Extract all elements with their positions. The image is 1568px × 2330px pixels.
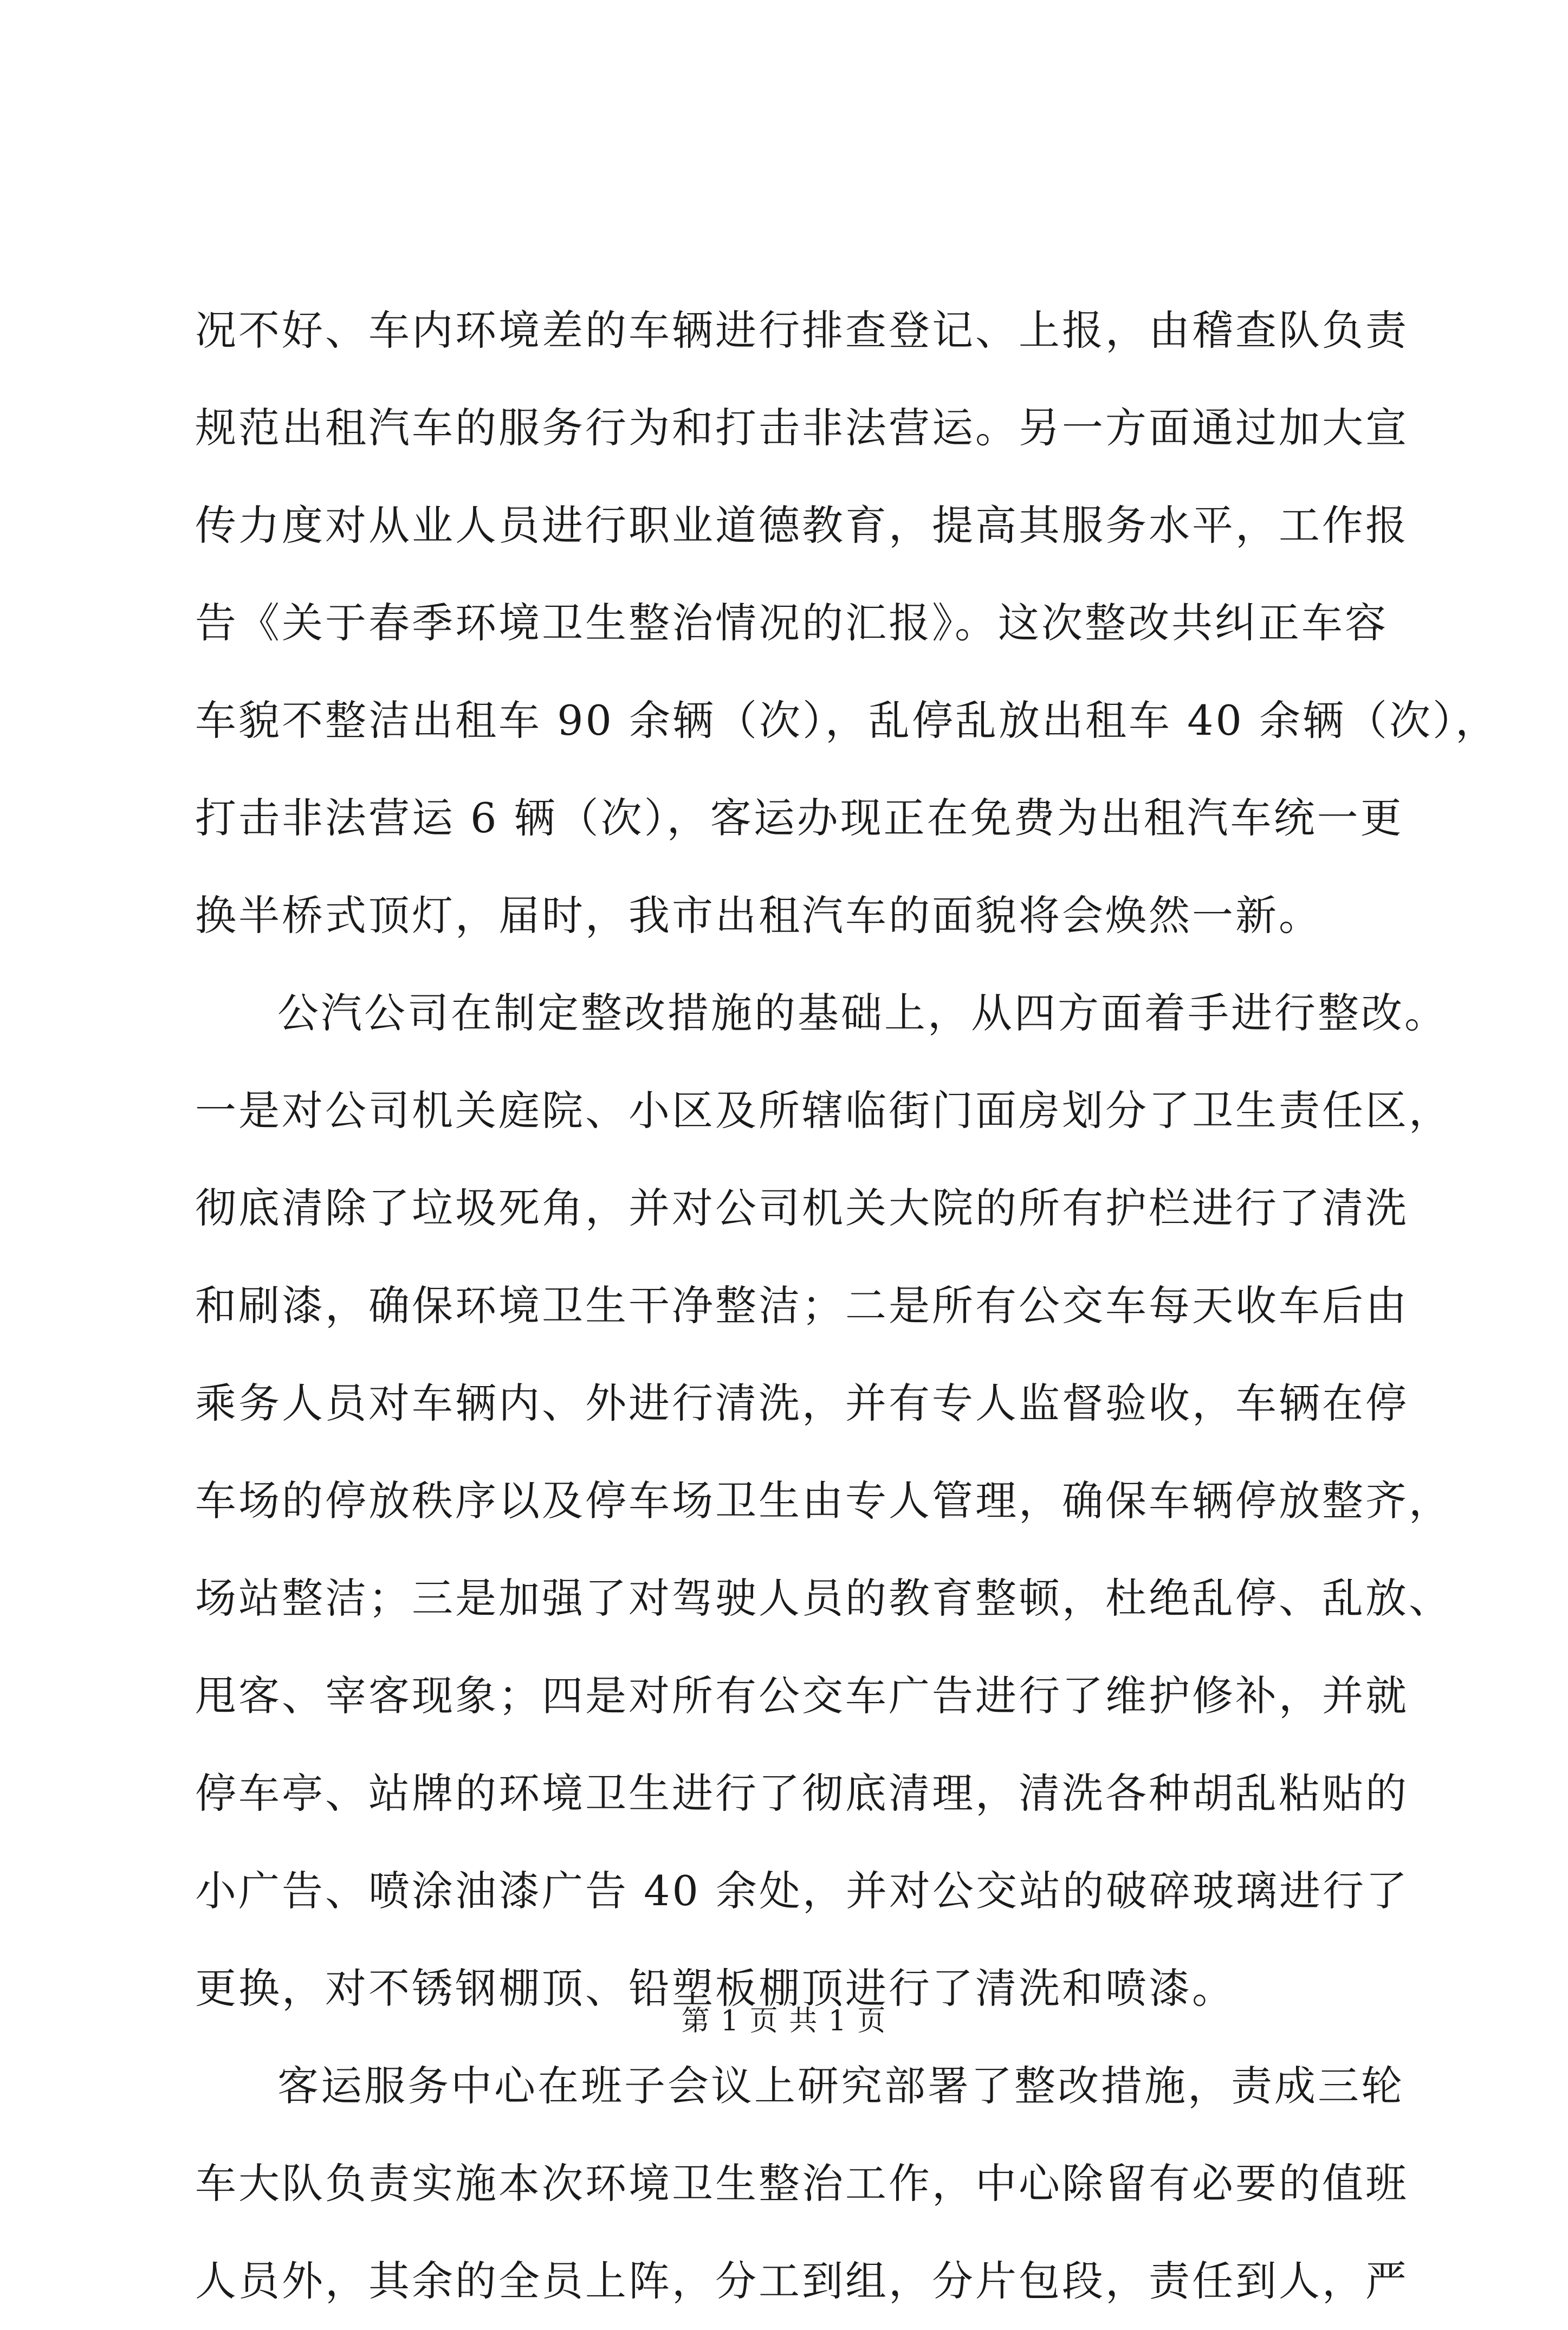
text-line: 告《关于春季环境卫生整治情况的汇报》。这次整改共纠正车容 <box>195 599 1388 647</box>
text-line: 乘务人员对车辆内、外进行清洗，并有专人监督验收，车辆在停 <box>195 1379 1409 1427</box>
text-line: 换半桥式顶灯，届时，我市出租汽车的面貌将会焕然一新。 <box>195 891 1322 940</box>
paragraph-3 <box>195 2037 1409 2330</box>
text-line: 人员外，其余的全员上阵，分工到组，分片包段，责任到人，严 <box>195 2257 1409 2305</box>
text-line: 车场的停放秩序以及停车场卫生由专人管理，确保车辆停放整齐， <box>195 1477 1452 1525</box>
text-line: 一是对公司机关庭院、小区及所辖临街门面房划分了卫生责任区， <box>195 1086 1452 1135</box>
text-line: 场站整洁；三是加强了对驾驶人员的教育整顿，杜绝乱停、乱放、 <box>195 1574 1452 1622</box>
text-line: 甩客、宰客现象；四是对所有公交车广告进行了维护修补，并就 <box>195 1672 1409 1720</box>
text-line: 和刷漆，确保环境卫生干净整洁；二是所有公交车每天收车后由 <box>195 1282 1409 1330</box>
text-line: 停车亭、站牌的环境卫生进行了彻底清理，清洗各种胡乱粘贴的 <box>195 1769 1409 1817</box>
paragraph-2 <box>195 965 1452 2037</box>
text-line: 小广告、喷涂油漆广告 40 余处，并对公交站的破碎玻璃进行了 <box>195 1867 1410 1915</box>
text-line: 客运服务中心在班子会议上研究部署了整改措施，责成三轮 <box>277 2062 1404 2110</box>
text-line: 车貌不整洁出租车 90 余辆（次），乱停乱放出租车 40 余辆（次）， <box>195 696 1499 745</box>
page-number-footer: 第 1 页 共 1 页 <box>681 2005 887 2037</box>
text-line: 车大队负责实施本次环境卫生整治工作，中心除留有必要的值班 <box>195 2159 1409 2208</box>
text-line: 打击非法营运 6 辆（次），客运办现正在免费为出租汽车统一更 <box>195 794 1404 842</box>
text-line: 彻底清除了垃圾死角，并对公司机关大院的所有护栏进行了清洗 <box>195 1184 1409 1232</box>
text-line: 更换，对不锈钢棚顶、铅塑板棚顶进行了清洗和喷漆。 <box>195 1964 1235 2012</box>
text-line: 规范出租汽车的服务行为和打击非法营运。另一方面通过加大宣 <box>195 404 1409 452</box>
paragraph-1 <box>195 282 1499 965</box>
text-line: 公汽公司在制定整改措施的基础上，从四方面着手进行整改。 <box>277 989 1448 1037</box>
text-line: 传力度对从业人员进行职业道德教育，提高其服务水平，工作报 <box>195 501 1409 549</box>
text-line: 况不好、车内环境差的车辆进行排查登记、上报，由稽查队负责 <box>195 306 1409 354</box>
